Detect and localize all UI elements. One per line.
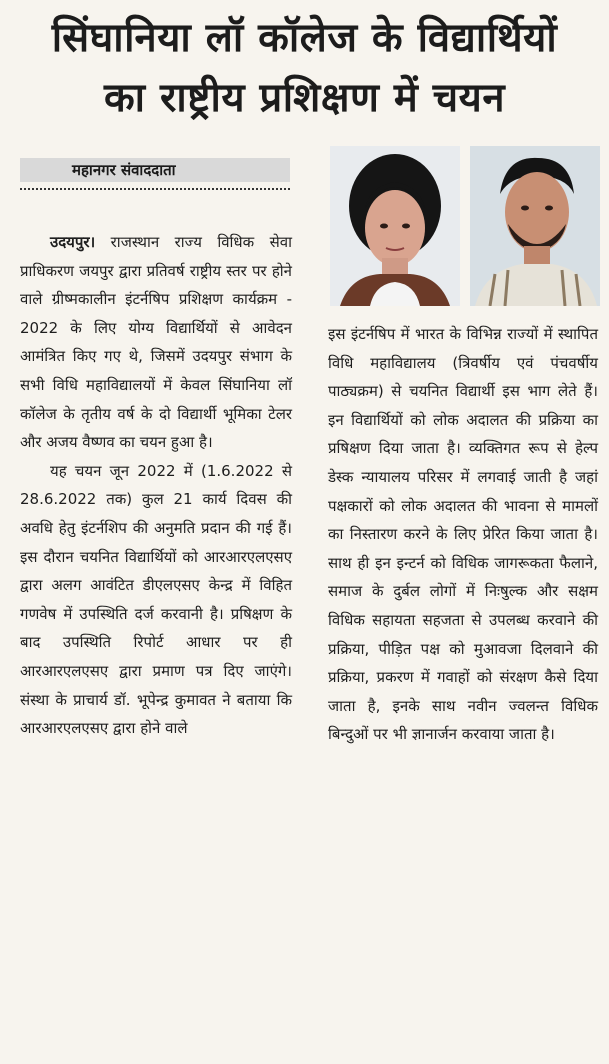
article-column-2 <box>328 320 598 749</box>
paragraph-text: राजस्थान राज्य विधिक सेवा प्राधिकरण जयपुर द्वारा प्रतिवर्ष राष्ट्रीय स्तर पर होने वाले ग्रीष्मकालीन इंटर्नषिप प्रशिक्षण कार्यक्रम - 2022 के लिए योग्य विद्यार्थियों से आवेदन आमंत्रित किए गए थे, जिसमें उदयपुर संभाग के सभी विधि महाविद्यालयों में केवल सिंघानिया लॉ कॉलेज के तृतीय वर्ष के दो विद्यार्थी भूमिका टेलर और अजय वैष्णव का चयन हुआ है। <box>20 233 292 452</box>
article-paragraph-1 <box>20 228 292 457</box>
headline-line-1: सिंघानिया लॉ कॉलेज के विद्यार्थियों <box>51 15 558 61</box>
student-photo-female <box>330 146 460 306</box>
article-column-1 <box>20 228 292 743</box>
article-paragraph-3: इस इंटर्नषिप में भारत के विभिन्न राज्यों में स्थापित विधि महाविद्यालय (त्रिवर्षीय एवं पंचवर्षीय पाठ्यक्रम) से चयनित विद्यार्थी इस भाग लेते हैं। इन विद्यार्थियों को लोक अदालत की प्रक्रिया का प्रषिक्षण दिया जाता है। व्यक्तिगत रूप से हेल्प डेस्क न्यायालय परिसर में लगवाई जाती है जहां पक्षकारों को लोक अदालत की भावना से मामलों का निस्तारण करने के लिए प्रेरित किया जाता है। साथ ही इन इन्टर्न को विधिक जागरूकता फैलाने, समाज के दुर्बल लोगों में निःषुल्क और सक्षम विधिक सहायता सहजता से उपलब्ध करवाने की प्रक्रिया, पीड़ित पक्ष को मुआवजा दिलवाने की प्रक्रिया, प्रकरण में गवाहों को संरक्षण कैसे दिया जाता है, इनके साथ नवीन ज्वलन्त विधिक बिन्दुओं पर भी ज्ञानार्जन करवाया जाता है। <box>328 325 598 744</box>
headline <box>10 8 599 128</box>
headline-line-2: का राष्ट्रीय प्रशिक्षण में चयन <box>103 75 506 121</box>
student-photo-male <box>470 146 600 306</box>
dotted-divider <box>20 188 290 190</box>
article-paragraph-2: यह चयन जून 2022 में (1.6.2022 से 28.6.2022 तक) कुल 21 कार्य दिवस की अवधि हेतु इंटर्नशिप की अनुमति प्रदान की गई हैं। इस दौरान चयनित विद्यार्थियों को आरआरएलएसए द्वारा अलग आवंटित डीएलएसए केन्द्र में विहित गणवेष में उपस्थिति दर्ज करवानी है। प्रषिक्षण के बाद उपस्थिति रिपोर्ट आधार पर ही आरआरएलएसए द्वारा प्रमाण पत्र दिए जाएंगे। संस्था के प्राचार्य डॉ. भूपेन्द्र कुमावत ने बताया कि आरआरएलएसए द्वारा होने वाले <box>20 461 292 738</box>
byline: महानगर संवाददाता <box>20 158 290 182</box>
dateline: उदयपुर। <box>50 233 96 251</box>
